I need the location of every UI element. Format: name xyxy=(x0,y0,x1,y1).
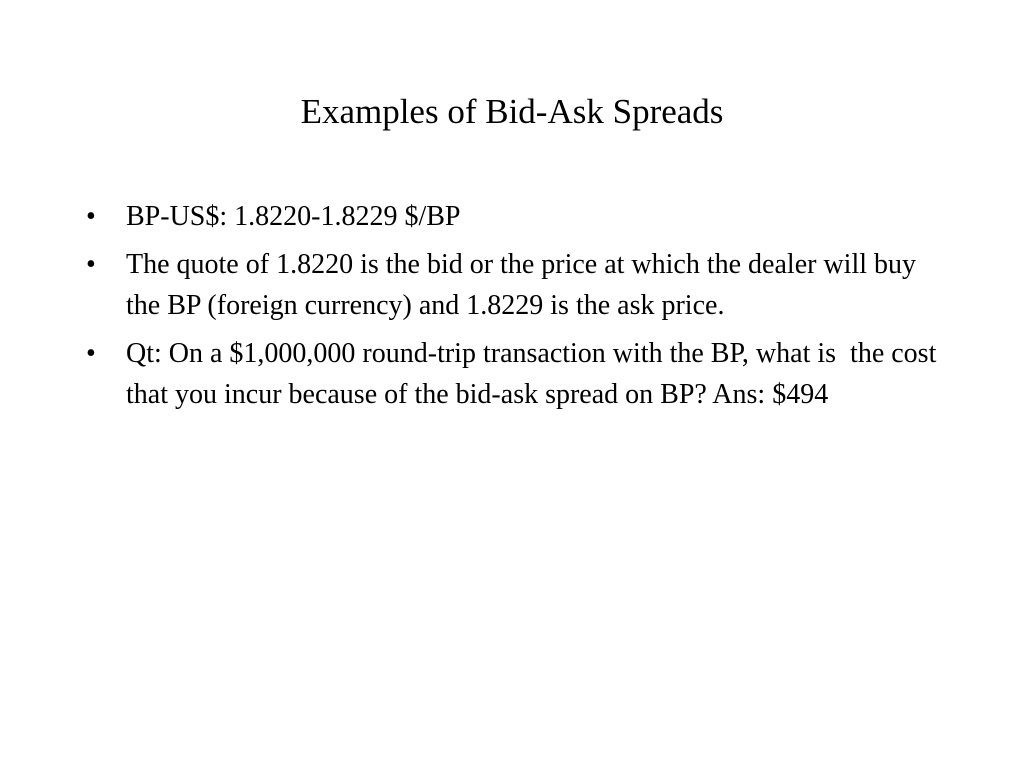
bullet-item-2 xyxy=(0,244,1024,326)
bullet-item-3 xyxy=(0,333,1024,415)
bullet-list xyxy=(0,196,1024,422)
bullet-dot-icon: • xyxy=(86,249,96,280)
bullet-dot-icon: • xyxy=(86,201,96,232)
bullet-dot-icon: • xyxy=(86,338,96,369)
bullet-text-2: The quote of 1.8220 is the bid or the price at which the dealer will buy the BP (foreign currency) and 1.8229 is the ask price. xyxy=(126,249,924,321)
bullet-text-1: BP-US$: 1.8220-1.8229 $/BP xyxy=(126,201,461,232)
bullet-item-1 xyxy=(0,196,1024,237)
bullet-text-3: Qt: On a $1,000,000 round-trip transaction with the BP, what is the cost that you incur because of the bid-ask spread on BP? Ans: $494 xyxy=(126,338,944,410)
slide-title: Examples of Bid-Ask Spreads xyxy=(300,92,724,131)
